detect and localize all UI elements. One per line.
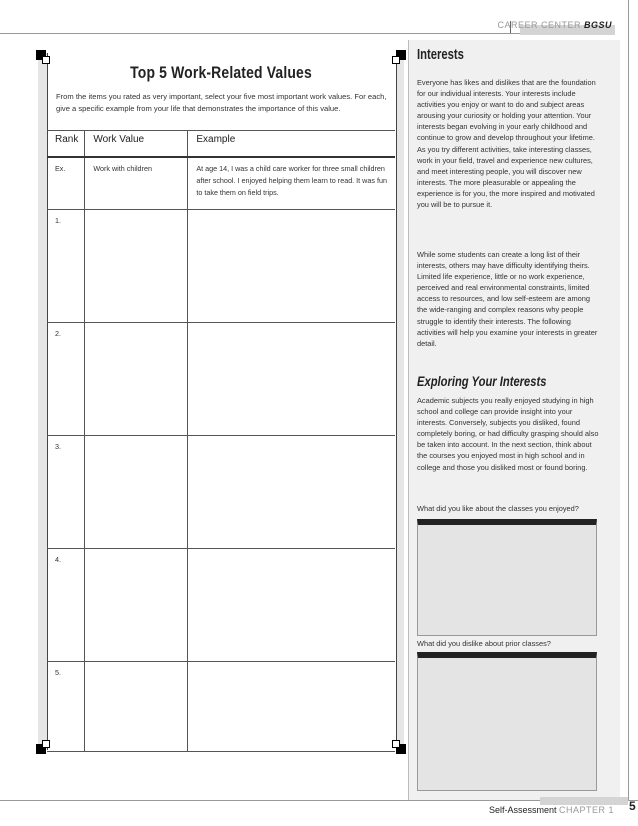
rank-2: 2.: [47, 322, 85, 435]
interests-paragraph-1: Everyone has likes and dislikes that are the foundation for our individual interests. Your interests include activities you enjoy or want to do and subject areas arousing your curiosity or holding your attention. Your interests began evolving in your early childhood and continue to grow and develop throughout your lifetime. As you try different activities, take interesting classes, work in your field, travel and experience new cultures, and meet interesting people, you will discover new interests. The more pleasurable or appealing the experience is for you, the more inspired and motivated you will be to pursue it.: [417, 78, 596, 210]
interests-heading: Interests: [417, 46, 464, 63]
corner-mark-top-right: [392, 50, 406, 64]
table-row: [47, 322, 395, 435]
exploring-paragraph: Academic subjects you really enjoyed studying in high school and college can provide insight into your interests. Conversely, subjects you disliked, found completely boring, or had difficulty grasping should also be taken into account. In the next section, think about the courses you enjoyed most in high school and in college and those you disliked most or found boring.: [417, 396, 599, 472]
chapter-label: CHAPTER 1: [558, 805, 614, 815]
column-header-example: Example: [188, 131, 395, 158]
value-cell-2[interactable]: [85, 322, 188, 435]
worksheet-title: Top 5 Work-Related Values: [130, 63, 312, 82]
example-cell-5[interactable]: [188, 661, 395, 751]
column-header-rank: Rank: [47, 131, 85, 158]
career-center-label: CAREER CENTER: [497, 20, 581, 30]
section-name: Self-Assessment: [488, 805, 557, 815]
value-cell-1[interactable]: [85, 209, 188, 322]
value-cell-5[interactable]: [85, 661, 188, 751]
example-cell-4[interactable]: [188, 548, 395, 661]
question-disliked-classes: What did you dislike about prior classes?: [417, 639, 551, 648]
header-label: [497, 20, 612, 30]
table-row: [47, 661, 395, 751]
example-cell-2[interactable]: [188, 322, 395, 435]
example-text: At age 14, I was a child care worker for three small children after school. I enjoyed helping them learn to read. It was fun to take them on field trips.: [188, 157, 395, 209]
value-cell-4[interactable]: [85, 548, 188, 661]
rank-3: 3.: [47, 435, 85, 548]
page-number: 5: [629, 799, 636, 813]
example-rank: Ex.: [47, 157, 85, 209]
rank-1: 1.: [47, 209, 85, 322]
corner-mark-top-left: [36, 50, 50, 64]
table-row: [47, 548, 395, 661]
table-row: [47, 435, 395, 548]
table-row: [47, 209, 395, 322]
example-cell-1[interactable]: [188, 209, 395, 322]
example-row: [47, 157, 395, 209]
page-edge-rule: [628, 0, 629, 800]
rank-4: 4.: [47, 548, 85, 661]
interests-paragraph-2: While some students can create a long list of their interests, others may have difficulty identifying theirs. Limited life experience, little or no work experience, perceived and real environmental constraints, limited access to resources, and low self-esteem are among the wide-ranging and complex reasons why people struggle to identify their interests. The following activities will help you examine your interests in greater detail.: [417, 250, 598, 348]
exploring-interests-heading: Exploring Your Interests: [417, 373, 547, 389]
bgsu-label: BGSU: [583, 20, 612, 30]
table-header-row: [47, 131, 395, 158]
answer-box-disliked-classes[interactable]: [417, 652, 597, 791]
footer-label: [489, 805, 614, 815]
column-header-work-value: Work Value: [85, 131, 188, 158]
answer-box-liked-classes[interactable]: [417, 519, 597, 636]
values-table: [47, 130, 395, 752]
rank-5: 5.: [47, 661, 85, 751]
value-cell-3[interactable]: [85, 435, 188, 548]
example-cell-3[interactable]: [188, 435, 395, 548]
worksheet-instructions: From the items you rated as very important, select your five most important work values. For each, give a specific example from your life that demonstrates the importance of this value.: [56, 92, 387, 113]
question-liked-classes: What did you like about the classes you enjoyed?: [417, 504, 579, 513]
example-work-value: Work with children: [85, 157, 188, 209]
footer-accent-bar: [540, 797, 628, 805]
